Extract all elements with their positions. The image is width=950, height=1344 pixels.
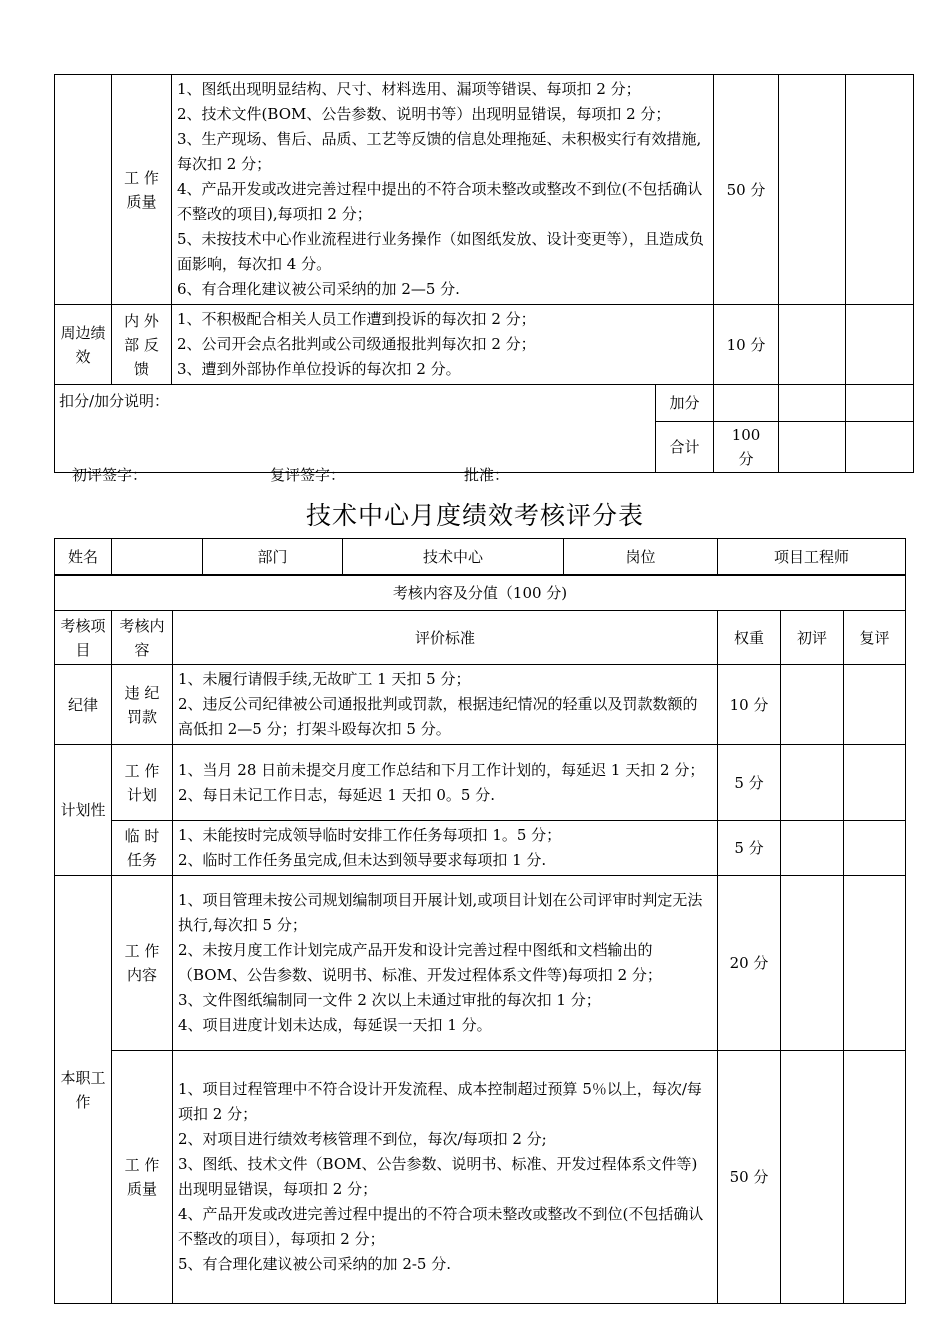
initial-score-cell[interactable] — [779, 305, 846, 385]
criteria-discipline — [173, 665, 718, 745]
assessment-table — [54, 574, 906, 1304]
name-input[interactable] — [112, 539, 203, 576]
criteria-line: 1、项目管理未按公司规划编制项目开展计划,或项目计划在公司评审时判定无法执行,每次扣 5 分； — [178, 891, 703, 934]
item-work-content: 工 作 内容 — [112, 876, 173, 1051]
item-discipline: 违 纪 罚款 — [112, 665, 173, 745]
weight-work-plan: 5 分 — [718, 745, 781, 821]
bonus-initial-cell[interactable] — [779, 385, 846, 422]
criteria-line: 4、产品开发或改进完善过程中提出的不符合项未整改或整改不到位(不包括确认不整改的项目），每项扣 2 分； — [178, 1205, 704, 1248]
weight-work-quality: 50 分 — [714, 75, 779, 305]
item-temp-task: 临 时 任务 — [112, 821, 173, 876]
initial-score-cell[interactable] — [781, 1051, 844, 1304]
category-core-work: 本职工作 — [55, 876, 112, 1304]
total-review-cell[interactable] — [846, 422, 914, 473]
initial-score-cell[interactable] — [781, 745, 844, 821]
review-score-cell[interactable] — [844, 745, 906, 821]
total-label: 合计 — [656, 422, 714, 473]
dept-value: 技术中心 — [343, 539, 564, 576]
initial-score-cell[interactable] — [779, 75, 846, 305]
criteria-line: 6、有合理化建议被公司采纳的加 2—5 分. — [177, 280, 460, 298]
criteria-line: 3、图纸、技术文件（BOM、公告参数、说明书、标准、开发过程体系文件等)出现明显错误，每项扣 2 分； — [178, 1155, 698, 1198]
notes-cell[interactable] — [55, 385, 656, 473]
category-plan: 计划性 — [55, 745, 112, 876]
post-label: 岗位 — [564, 539, 718, 576]
header-criteria: 评价标准 — [173, 611, 718, 665]
criteria-feedback — [172, 305, 714, 385]
item-work-quality: 工 作 质量 — [112, 1051, 173, 1304]
initial-signature-label: 初评签字： — [72, 466, 148, 484]
header-category: 考核项目 — [55, 611, 112, 665]
criteria-line: 1、当月 28 日前未提交月度工作总结和下月工作计划的，每延迟 1 天扣 2 分； — [178, 760, 705, 779]
criteria-line: 5、未按技术中心作业流程进行业务操作（如图纸发放、设计变更等），且造成负面影响，每次扣 4 分。 — [177, 230, 705, 273]
criteria-work-plan — [173, 745, 718, 821]
item-work-quality: 工 作 质量 — [112, 75, 172, 305]
criteria-line: 4、产品开发或改进完善过程中提出的不符合项未整改或整改不到位(不包括确认不整改的项目),每项扣 2 分； — [177, 180, 703, 223]
criteria-line: 5、有合理化建议被公司采纳的加 2-5 分. — [178, 1255, 452, 1273]
criteria-work-quality — [172, 75, 714, 305]
weight-work-quality: 50 分 — [718, 1051, 781, 1304]
item-work-plan: 工 作 计划 — [112, 745, 173, 821]
review-score-cell[interactable] — [844, 876, 906, 1051]
criteria-line: 3、文件图纸编制同一文件 2 次以上未通过审批的每次扣 1 分； — [178, 991, 601, 1009]
header-weight: 权重 — [718, 611, 781, 665]
criteria-line: 2、临时工作任务虽完成,但未达到领导要求每项扣 1 分. — [178, 851, 547, 869]
criteria-temp-task — [173, 821, 718, 876]
approve-signature-label: 批准： — [464, 466, 510, 484]
weight-discipline: 10 分 — [718, 665, 781, 745]
header-initial: 初评 — [781, 611, 844, 665]
header-item: 考核内容 — [112, 611, 173, 665]
page-title: 技术中心月度绩效考核评分表 — [305, 501, 644, 530]
criteria-line: 1、未履行请假手续,无故旷工 1 天扣 5 分； — [178, 670, 471, 688]
criteria-work-content — [173, 876, 718, 1051]
post-value: 项目工程师 — [718, 539, 906, 576]
criteria-line: 2、每日未记工作日志，每延迟 1 天扣 0。5 分. — [178, 785, 496, 804]
bonus-label: 加分 — [656, 385, 714, 422]
initial-score-cell[interactable] — [781, 876, 844, 1051]
criteria-line: 1、图纸出现明显结构、尺寸、材料选用、漏项等错误、每项扣 2 分； — [177, 80, 641, 98]
top-continuation-table — [54, 74, 914, 473]
criteria-line: 3、生产现场、售后、品质、工艺等反馈的信息处理拖延、未积极实行有效措施,每次扣 2 分； — [177, 130, 702, 173]
bonus-value-cell[interactable] — [714, 385, 779, 422]
criteria-line: 2、公司开会点名批判或公司级通报批判每次扣 2 分； — [177, 335, 536, 353]
header-review: 复评 — [844, 611, 906, 665]
initial-score-cell[interactable] — [781, 821, 844, 876]
form-header-table — [54, 538, 906, 576]
review-score-cell[interactable] — [844, 665, 906, 745]
bonus-review-cell[interactable] — [846, 385, 914, 422]
criteria-line: 1、不积极配合相关人员工作遭到投诉的每次扣 2 分； — [177, 310, 536, 328]
review-score-cell[interactable] — [846, 305, 914, 385]
criteria-line: 2、对项目进行绩效考核管理不到位，每次/每项扣 2 分; — [178, 1130, 547, 1148]
criteria-line: 2、未按月度工作计划完成产品开发和设计完善过程中图纸和文档输出的（BOM、公告参数、说明书、标准、开发过程体系文件等)每项扣 2 分； — [178, 941, 662, 984]
review-score-cell[interactable] — [844, 1051, 906, 1304]
category-discipline: 纪律 — [55, 665, 112, 745]
notes-label: 扣分/加分说明： — [59, 392, 170, 410]
review-signature-label: 复评签字： — [270, 466, 346, 484]
criteria-line: 1、项目过程管理中不符合设计开发流程、成本控制超过预算 5％以上，每次/每项扣 2 分； — [178, 1080, 702, 1123]
section-title: 考核内容及分值（100 分) — [55, 575, 906, 611]
criteria-line: 3、遭到外部协作单位投诉的每次扣 2 分。 — [177, 360, 461, 378]
weight-temp-task: 5 分 — [718, 821, 781, 876]
criteria-line: 2、违反公司纪律被公司通报批判或罚款，根据违纪情况的轻重以及罚款数额的高低扣 2—5 分；打架斗殴每次扣 5 分。 — [178, 695, 698, 738]
criteria-line: 4、项目进度计划未达成，每延误一天扣 1 分。 — [178, 1016, 492, 1034]
review-score-cell[interactable] — [844, 821, 906, 876]
weight-feedback: 10 分 — [714, 305, 779, 385]
criteria-line: 1、未能按时完成领导临时安排工作任务每项扣 1。5 分； — [178, 826, 562, 844]
item-feedback: 内 外 部 反 馈 — [112, 305, 172, 385]
criteria-work-quality — [173, 1051, 718, 1304]
initial-score-cell[interactable] — [781, 665, 844, 745]
category-cell-empty — [55, 75, 112, 305]
weight-work-content: 20 分 — [718, 876, 781, 1051]
dept-label: 部门 — [203, 539, 343, 576]
review-score-cell[interactable] — [846, 75, 914, 305]
total-value: 100 分 — [714, 422, 779, 473]
category-peripheral: 周边绩效 — [55, 305, 112, 385]
total-initial-cell[interactable] — [779, 422, 846, 473]
name-label: 姓名 — [55, 539, 112, 576]
criteria-line: 2、技术文件(BOM、公告参数、说明书等）出现明显错误，每项扣 2 分； — [177, 105, 671, 123]
